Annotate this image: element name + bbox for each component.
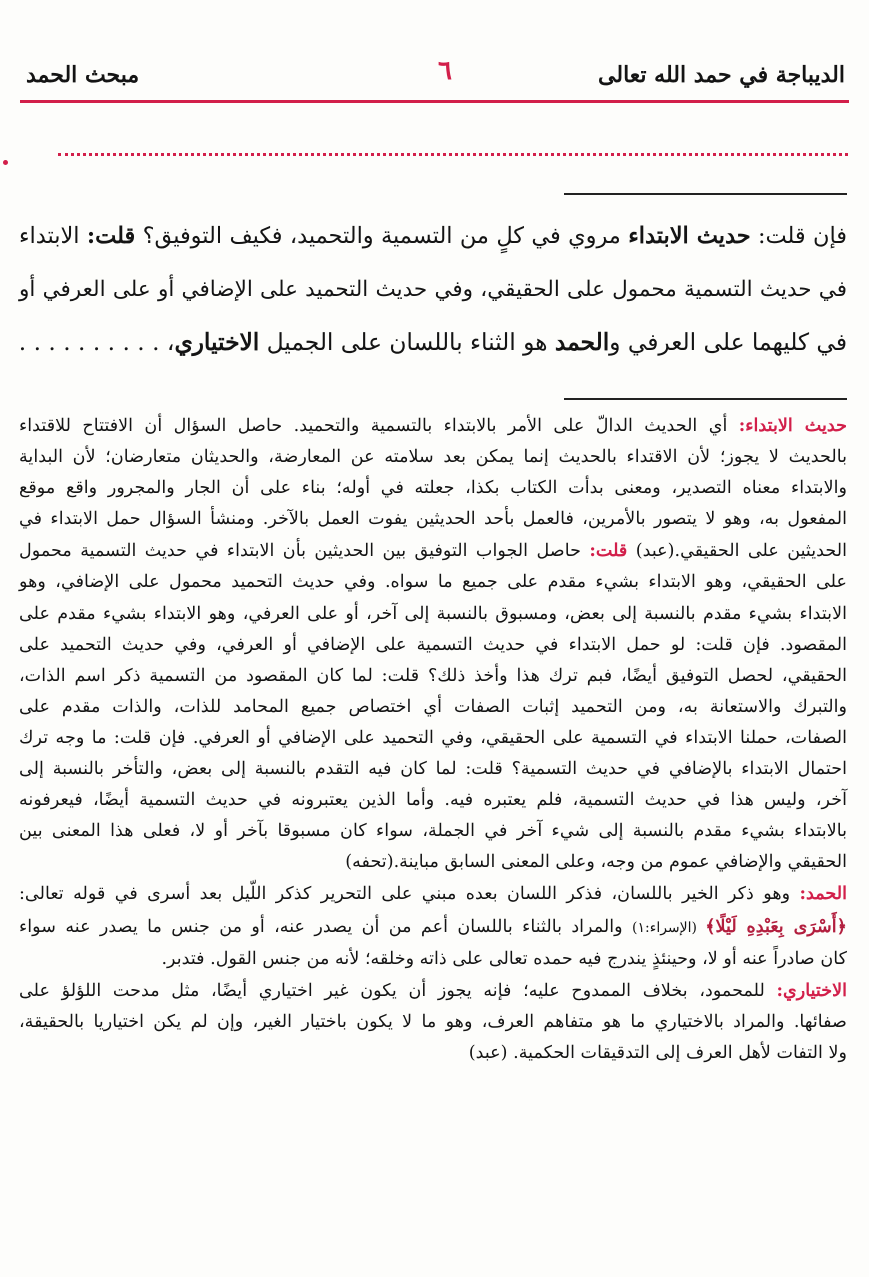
header-rule <box>20 100 849 103</box>
text-run: هو الثناء باللسان على الجميل <box>259 329 555 356</box>
commentary-line: الصفات، حملنا الابتداء في التسمية على الحقيقي، وفي التحميد على الإضافي أو العرفي. فإن قلت: ما وجه ترك <box>19 727 847 748</box>
page-number: ٦ <box>438 56 452 86</box>
text-run: في كليهما على العرفي و <box>609 329 847 356</box>
commentary-line: والتبرك والاستعانة به، ومن التحميد إثبات الصفات أي اختصاص جميع المحامد للذات، والذات مقدم على <box>19 696 847 717</box>
text-run: الابتداء <box>19 223 87 249</box>
commentary-line: المفعول به، وهو لا يتصور بالأمرين، فالعمل بأحد الحديثين يفوت العمل بالآخر. ومنشأ السؤال حمل الابتداء في <box>19 509 847 530</box>
text-run: للمحمود، بخلاف الممدوح عليه؛ فإنه يجوز أن يكون غير اختياري أيضًا، مثل مدحت اللؤلؤ على <box>19 980 777 1001</box>
commentary-rule <box>564 398 847 400</box>
text-run: حاصل الجواب التوفيق بين الحديثين بأن الابتداء في حديث التسمية محمول <box>19 541 590 562</box>
text-run: وهو ذكر الخير باللسان، فذكر اللسان بعده مبني على التحرير كذكر اللّيل بعد أسرى في قوله تعالى: <box>19 884 800 905</box>
commentary-line: ولا التفات لأهل العرف إلى التدقيقات الحكمية. (عبد) <box>468 1042 847 1063</box>
lemma-heading: الاختياري: <box>776 979 847 1001</box>
lemma-heading: الحمد: <box>799 883 847 905</box>
commentary-line: بالابتداء بشيء مقدم بالنسبة إلى شيء آخر في الجملة، سواء كان مسبوقا بآخر أو لا، فعلى هذا المعنى بين <box>19 821 847 842</box>
main-text-line: في حديث التسمية محمول على الحقيقي، وفي حديث التحميد على الإضافي أو على العرفي أو <box>19 277 847 302</box>
bold-term: حديث الابتداء <box>628 223 751 249</box>
main-text <box>19 210 847 369</box>
text-run: مروي في كلٍ من التسمية والتحميد، فكيف التوفيق؟ <box>135 223 629 249</box>
text-run: فإن قلت: <box>750 223 847 249</box>
text-run: أي الحديث الدالّ على الأمر بالابتداء بالتسمية والتحميد. حاصل السؤال أن الافتتاح للاقتداء <box>19 416 739 436</box>
lemma-heading: قلت: <box>589 540 628 562</box>
commentary-line: صفائها. والمراد بالاختياري ما هو متفاهم العرف، وهو ما لا يكون باختيار الغير، وإن لم يكن اختياريا بالحقيقة، <box>19 1011 847 1032</box>
commentary-line: احتمال الابتداء بالإضافي في حديث التسمية؟ قلت: لما كان فيه التقدم بالنسبة إلى بعض، والتأخر بالنسبة إلى <box>19 759 847 780</box>
main-text-line <box>19 210 847 263</box>
commentary-line: والابتداء معناه التصدير، ومعنى بدأت الكتاب بكذا، جعلته في أوله؛ بناء على أن الجار والمجرور واقع موقع <box>19 478 847 499</box>
bold-term: الحمد <box>554 329 610 356</box>
commentary-line <box>19 410 847 442</box>
commentary-line: الحقيقي والإضافي عموم من وجه، وعلى المعنى السابق مباينة.(تحفه) <box>345 852 847 873</box>
commentary-line: بالحديث لا يجوز؛ لأن الاقتداء بالحديث إنما يمكن بعد سلامته عن المعارضة، والحديثان متعارضان؛ لأن البداية <box>19 447 847 468</box>
commentary-line: المقصود. فإن قلت: لو حمل الابتداء في حديث التسمية على الإضافي أو العرفي، وفي حديث التحميد على <box>19 634 847 655</box>
commentary-line: على الحقيقي، وهو الابتداء بشيء مقدم على جميع ما سواه. وفي حديث التحميد محمول على الإضافي، وهو <box>19 572 847 593</box>
text-run: ، . . . . . . . . . . <box>18 329 175 356</box>
main-text-line <box>19 316 847 369</box>
margin-dot <box>3 160 8 165</box>
verse-reference: (الإسراء:١) <box>632 919 706 936</box>
book-title: الديباجة في حمد الله تعالى <box>598 62 845 88</box>
bold-term: الاختياري <box>174 329 260 356</box>
commentary-line: الحقيقي، لحصل التوفيق أيضًا، فبم ترك هذا وأخذ ذلك؟ قلت: لما كان المقصود من التسمية ذكر اسم الذات، <box>19 665 847 686</box>
commentary-line <box>19 911 847 944</box>
commentary-line <box>19 878 847 910</box>
matn-top-rule <box>564 193 847 195</box>
quran-verse: ﴿أَسْرَى بِعَبْدِهِ لَيْلًا﴾ <box>705 915 847 937</box>
commentary-line: الابتداء بشيء مقدم بالنسبة إلى بعض، ومسبوق بالنسبة إلى آخر، أو على العرفي، وهو الابتداء بشيء مقدم على <box>19 603 847 624</box>
text-run: الحديثين على الحقيقي.(عبد) <box>627 541 847 562</box>
commentary-line <box>19 975 847 1007</box>
bold-term: قلت: <box>86 223 136 249</box>
text-run: والمراد بالثناء باللسان أعم من أن يصدر عنه، أو من جنس ما يصدر عنه سواء <box>19 916 633 937</box>
dotted-separator <box>58 153 848 156</box>
commentary-line: آخر، وليس هذا في حديث التسمية، فلم يعتبره فيه. وأما الذين يعتبرونه في حديث التسمية أيضًا، فيعرفونه <box>19 790 847 811</box>
commentary <box>19 410 847 1069</box>
commentary-line: كان صادراً عنه أو لا، وحينئذٍ يندرج فيه حمده تعالى على ذاته وخلقه؛ لأنه من جنس القول. فتدبر. <box>161 948 847 969</box>
section-title: مبحث الحمد <box>26 62 140 88</box>
lemma-heading: حديث الابتداء: <box>738 415 847 436</box>
commentary-line <box>19 535 847 567</box>
